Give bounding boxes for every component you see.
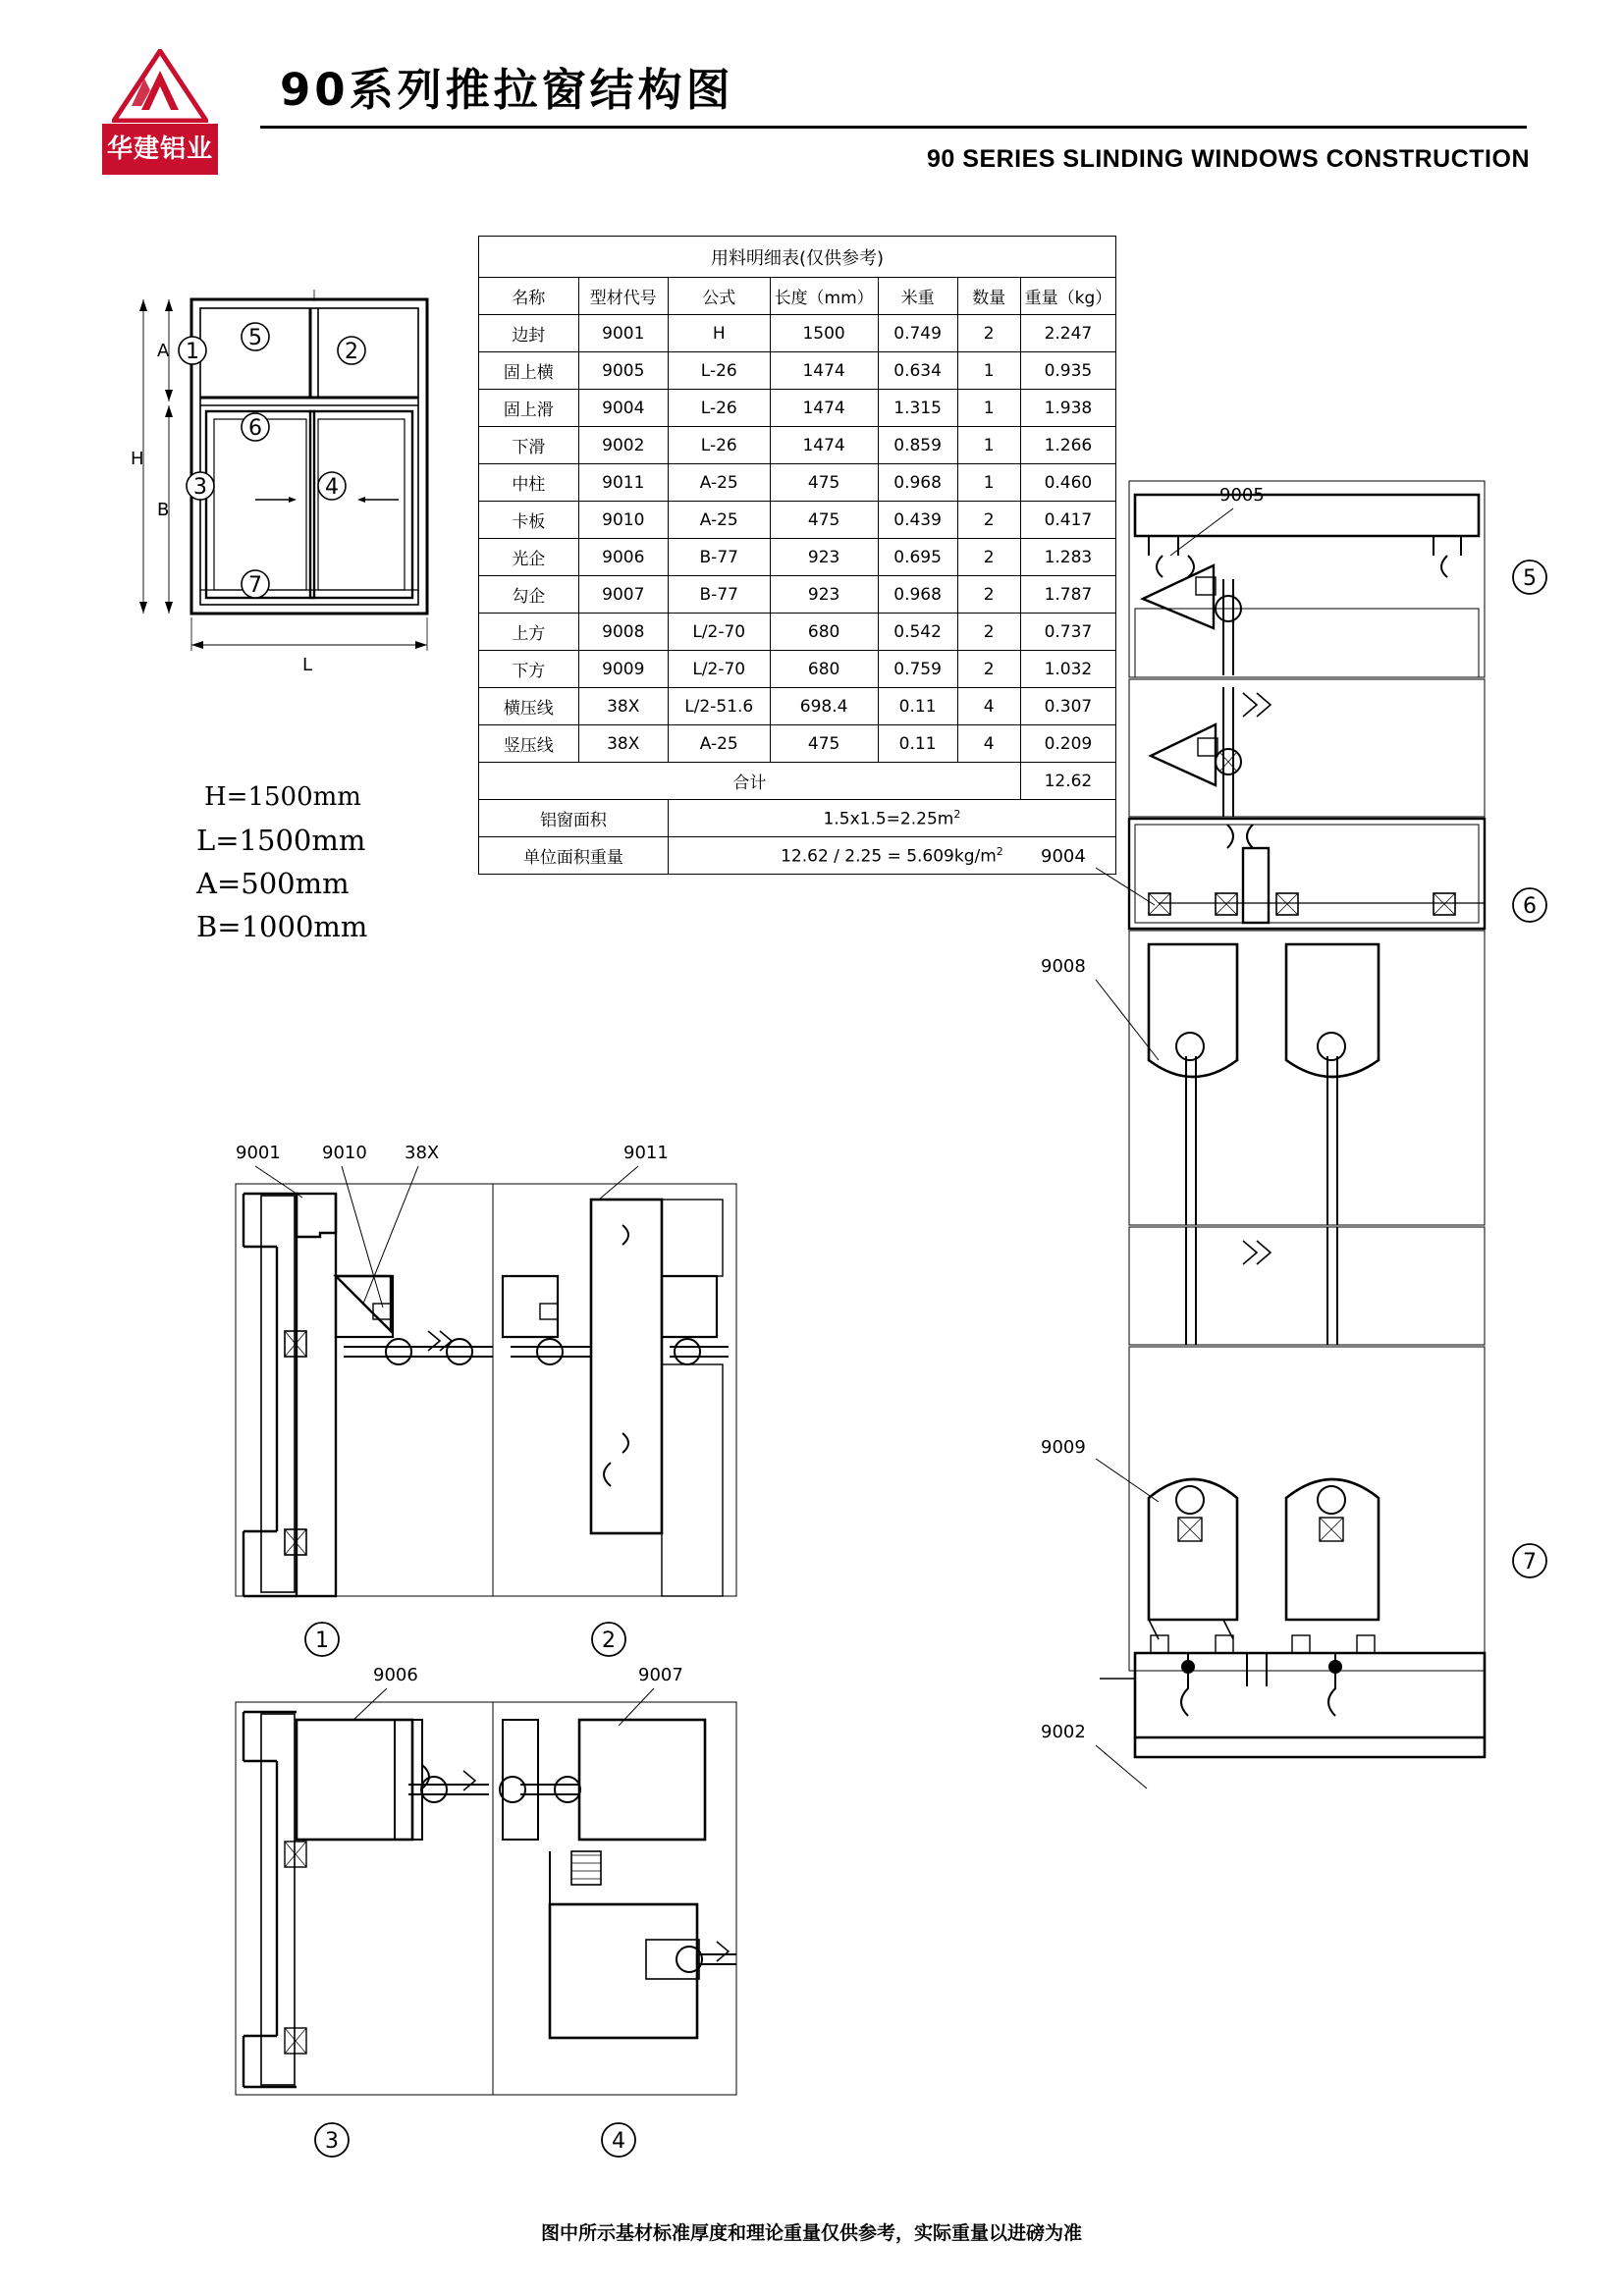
callout-5-label: 5 [248,326,262,350]
bom-table-container [478,236,1116,875]
cell-length: 475 [770,725,878,763]
part-label-9007: 9007 [638,1665,683,1685]
cell-name: 光企 [479,539,579,576]
cell-meter-weight: 0.759 [878,651,957,688]
footer-note: 图中所示基材标准厚度和理论重量仅供参考，实际重量以进磅为准 [540,2222,1082,2244]
cell-code: 9006 [578,539,668,576]
area-value: $1.5x1.5=2.25m^2$ [668,800,1115,837]
cell-weight: 1.032 [1020,651,1115,688]
cell-qty: 2 [957,614,1020,651]
cell-meter-weight: 0.695 [878,539,957,576]
detail-group-3-4 [226,1659,854,2189]
cell-qty: 1 [957,464,1020,502]
cell-code: 9011 [578,464,668,502]
cell-qty: 1 [957,427,1020,464]
table-total-row [479,763,1116,800]
cell-meter-weight: 0.749 [878,315,957,352]
table-row [479,427,1116,464]
table-header-row [479,278,1116,315]
table-row [479,464,1116,502]
logo-wordmark: 华建铝业 [102,124,218,175]
cell-length: 475 [770,464,878,502]
dim-b: B=1000mm [196,910,368,943]
table-caption: 用料明细表(仅供参考) [479,237,1116,278]
detail-group-5-6-7 [1041,461,1591,2081]
callout-2-label: 2 [345,340,358,364]
dim-l: L=1500mm [196,824,366,857]
part-label-9002: 9002 [1041,1722,1086,1742]
cell-length: 1474 [770,390,878,427]
cell-qty: 1 [957,390,1020,427]
detail-group-1-2 [226,1139,854,1669]
window-elevation-drawing [118,290,452,702]
callout-3 [187,472,214,500]
cell-qty: 4 [957,688,1020,725]
page-subtitle: 90 SERIES SLINDING WINDOWS CONSTRUCTION [927,145,1530,173]
cell-meter-weight: 0.968 [878,464,957,502]
callout-7-label: 7 [248,573,262,598]
cell-name: 下方 [479,651,579,688]
total-value: 12.62 [1020,763,1115,800]
cell-qty: 2 [957,315,1020,352]
cell-meter-weight: 0.968 [878,576,957,614]
cell-formula: A-25 [668,502,770,539]
cell-code: 9009 [578,651,668,688]
col-header-length: 长度（mm） [770,278,878,315]
part-label-9005: 9005 [1219,485,1265,506]
cell-length: 475 [770,502,878,539]
cell-code: 38X [578,725,668,763]
title-divider [260,126,1527,129]
part-label-9006: 9006 [373,1665,418,1685]
dim-a: A=500mm [196,867,350,900]
cell-weight: 2.247 [1020,315,1115,352]
cell-length: 923 [770,539,878,576]
cell-weight: 0.737 [1020,614,1115,651]
bom-table [478,236,1116,875]
cell-length: 1474 [770,427,878,464]
cell-qty: 4 [957,725,1020,763]
callout-6-label: 6 [248,416,262,441]
cell-formula: A-25 [668,725,770,763]
callout-4 [318,472,346,500]
cell-weight: 1.787 [1020,576,1115,614]
dim-label-B: B [157,500,170,520]
cell-weight: 0.209 [1020,725,1115,763]
cell-formula: L/2-70 [668,614,770,651]
dim-label-L: L [302,655,313,675]
cell-name: 卡板 [479,502,579,539]
cell-weight: 1.283 [1020,539,1115,576]
detail-3-number: 3 [325,2129,339,2154]
col-header-code: 型材代号 [578,278,668,315]
part-label-9011: 9011 [623,1143,669,1163]
cell-code: 9004 [578,390,668,427]
part-label-9004: 9004 [1041,846,1086,867]
area-label: 铝窗面积 [479,800,669,837]
cell-formula: A-25 [668,464,770,502]
table-row [479,390,1116,427]
cell-formula: L/2-51.6 [668,688,770,725]
col-header-formula: 公式 [668,278,770,315]
cell-code: 9002 [578,427,668,464]
table-row [479,352,1116,390]
cell-length: 680 [770,614,878,651]
detail-6-number: 6 [1523,894,1537,919]
cell-qty: 2 [957,651,1020,688]
callout-6 [242,413,269,441]
callout-1 [179,337,206,364]
detail-7-number: 7 [1523,1550,1537,1575]
cell-qty: 2 [957,539,1020,576]
cell-qty: 2 [957,576,1020,614]
callout-3-label: 3 [193,475,207,500]
dim-label-H: H [131,449,144,469]
cell-code: 9005 [578,352,668,390]
cell-code: 9001 [578,315,668,352]
dimension-values [196,775,367,948]
cell-qty: 1 [957,352,1020,390]
col-header-qty: 数量 [957,278,1020,315]
cell-meter-weight: 0.542 [878,614,957,651]
cell-name: 下滑 [479,427,579,464]
cell-formula: L-26 [668,390,770,427]
col-header-weight: 重量（kg） [1020,278,1115,315]
table-unit-weight-row [479,837,1116,875]
callout-7 [242,570,269,598]
cell-weight: 0.460 [1020,464,1115,502]
unit-weight-label: 单位面积重量 [479,837,669,875]
cell-code: 9007 [578,576,668,614]
cell-meter-weight: 0.439 [878,502,957,539]
callout-5 [242,323,269,350]
table-row [479,688,1116,725]
cell-length: 698.4 [770,688,878,725]
cell-formula: L-26 [668,352,770,390]
cell-code: 38X [578,688,668,725]
callout-2 [338,337,365,364]
cell-name: 竖压线 [479,725,579,763]
detail-2-number: 2 [602,1629,616,1653]
part-label-9009: 9009 [1041,1437,1086,1458]
detail-4-number: 4 [612,2129,625,2154]
cell-length: 1500 [770,315,878,352]
cell-weight: 1.266 [1020,427,1115,464]
col-header-name: 名称 [479,278,579,315]
cell-name: 固上滑 [479,390,579,427]
dim-h: H=1500mm [204,782,361,812]
cell-weight: 0.935 [1020,352,1115,390]
cell-weight: 0.417 [1020,502,1115,539]
table-area-row [479,800,1116,837]
cell-meter-weight: 1.315 [878,390,957,427]
unit-weight-value: $12.62 / 2.25 = 5.609kg/m^2$ [668,837,1115,875]
cell-name: 边封 [479,315,579,352]
cell-length: 923 [770,576,878,614]
cell-formula: B-77 [668,539,770,576]
cell-formula: H [668,315,770,352]
cell-weight: 0.307 [1020,688,1115,725]
dim-label-A: A [157,341,170,361]
page-title: 90系列推拉窗结构图 [280,64,734,116]
part-label-9010: 9010 [322,1143,367,1163]
part-label-38X: 38X [405,1143,440,1163]
cell-meter-weight: 0.11 [878,688,957,725]
cell-code: 9008 [578,614,668,651]
table-row [479,539,1116,576]
cell-qty: 2 [957,502,1020,539]
cell-formula: L/2-70 [668,651,770,688]
cell-name: 固上横 [479,352,579,390]
cell-length: 1474 [770,352,878,390]
cell-meter-weight: 0.11 [878,725,957,763]
total-label: 合计 [479,763,1021,800]
logo-triangle-icon [112,49,208,123]
table-row [479,502,1116,539]
table-row [479,315,1116,352]
cell-name: 中柱 [479,464,579,502]
cell-name: 横压线 [479,688,579,725]
cell-formula: B-77 [668,576,770,614]
table-row [479,576,1116,614]
cell-name: 勾企 [479,576,579,614]
detail-5-number: 5 [1523,566,1537,591]
part-label-9001: 9001 [236,1143,281,1163]
detail-1-number: 1 [315,1629,329,1653]
part-label-9008: 9008 [1041,956,1086,977]
callout-1-label: 1 [186,340,199,364]
table-row [479,725,1116,763]
cell-meter-weight: 0.859 [878,427,957,464]
company-logo [98,49,221,182]
table-row [479,614,1116,651]
table-row [479,651,1116,688]
cell-code: 9010 [578,502,668,539]
col-header-meter-weight: 米重 [878,278,957,315]
cell-name: 上方 [479,614,579,651]
table-caption-row [479,237,1116,278]
cell-formula: L-26 [668,427,770,464]
cell-meter-weight: 0.634 [878,352,957,390]
cell-length: 680 [770,651,878,688]
cell-weight: 1.938 [1020,390,1115,427]
callout-4-label: 4 [325,475,339,500]
